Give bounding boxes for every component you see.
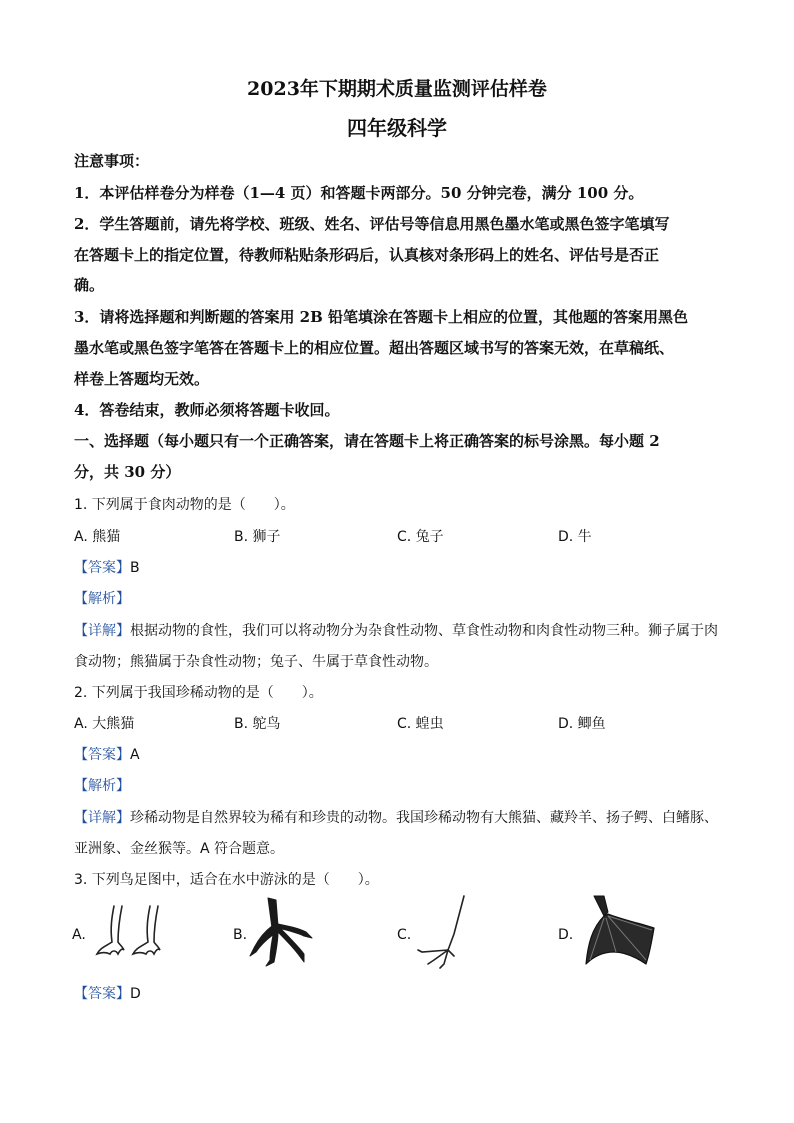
- page-subtitle: 四年级科学: [347, 116, 447, 140]
- page-title: 2023年下期期术质量监测评估样卷: [247, 78, 547, 100]
- option-a: A.: [72, 927, 86, 943]
- analysis-label: 【解析】: [74, 778, 130, 794]
- raptor-talon-icon: [248, 896, 314, 968]
- section-heading: 一、选择题（每小题只有一个正确答案，请在答题卡上将正确答案的标号涂黑。每小题 2: [74, 432, 660, 450]
- detail-line: [74, 620, 734, 640]
- answer-value: B: [130, 560, 140, 576]
- detail-line: [74, 807, 734, 827]
- detail-text-cont: 食动物；熊猫属于杂食性动物；兔子、牛属于草食性动物。: [74, 654, 438, 670]
- option-b: B. 鸵鸟: [234, 716, 281, 732]
- option-b: B. 狮子: [234, 529, 281, 545]
- option-a: A. 熊猫: [74, 529, 121, 545]
- analysis-tag: [74, 588, 734, 608]
- answer-line: [74, 983, 734, 1003]
- detail-tag: 【详解】: [74, 623, 130, 639]
- answer-tag: 【答案】: [74, 560, 130, 576]
- answer-tag: 【答案】: [74, 747, 130, 763]
- question-stem: 3. 下列鸟足图中，适合在水中游泳的是（ ）。: [74, 872, 379, 888]
- option-c: C.: [397, 927, 412, 943]
- option-c: C. 蝗虫: [397, 716, 444, 732]
- option-d: D. 牛: [558, 529, 592, 545]
- wading-bird-feet-icon: [92, 902, 172, 964]
- question-stem: 2. 下列属于我国珍稀动物的是（ ）。: [74, 685, 323, 701]
- detail-tag: 【详解】: [74, 810, 130, 826]
- notice-item: 在答题卡上的指定位置，待教师粘贴条形码后，认真核对条形码上的姓名、评估号是否正: [74, 246, 660, 264]
- notice-item: 样卷上答题均无效。: [74, 370, 210, 388]
- perching-bird-foot-icon: [414, 894, 470, 970]
- option-d: D. 鲫鱼: [558, 716, 606, 732]
- option-d: D.: [558, 927, 574, 943]
- analysis-label: 【解析】: [74, 591, 130, 607]
- section-heading-cont: 分，共 30 分）: [74, 463, 181, 481]
- option-a: A. 大熊猫: [74, 716, 135, 732]
- notice-item: 4．答卷结束，教师必须将答题卡收回。: [74, 401, 340, 419]
- notice-item: 1．本评估样卷分为样卷（1—4 页）和答题卡两部分。50 分钟完卷，满分 100 分。: [74, 184, 644, 202]
- answer-line: [74, 744, 734, 764]
- question-stem: 1. 下列属于食肉动物的是（ ）。: [74, 497, 295, 513]
- notice-item: 3．请将选择题和判断题的答案用 2B 铅笔填涂在答题卡上相应的位置，其他题的答案用黑色: [74, 308, 689, 326]
- answer-tag: 【答案】: [74, 986, 130, 1002]
- detail-text-cont: 亚洲象、金丝猴等。A 符合题意。: [74, 841, 285, 857]
- option-c: C. 兔子: [397, 529, 444, 545]
- analysis-tag: [74, 775, 734, 795]
- answer-value: D: [130, 986, 141, 1002]
- option-b: B.: [233, 927, 248, 943]
- notice-item: 墨水笔或黑色签字笔答在答题卡上的相应位置。超出答题区域书写的答案无效，在草稿纸、: [74, 339, 675, 357]
- notice-item: 2．学生答题前，请先将学校、班级、姓名、评估号等信息用黑色墨水笔或黑色签字笔填写: [74, 215, 670, 233]
- notice-item: 确。: [74, 276, 105, 294]
- webbed-duck-foot-icon: [584, 894, 656, 970]
- answer-line: [74, 557, 734, 577]
- detail-text: 根据动物的食性，我们可以将动物分为杂食性动物、草食性动物和肉食性动物三种。狮子属于肉: [130, 623, 718, 639]
- answer-value: A: [130, 747, 140, 763]
- detail-text: 珍稀动物是自然界较为稀有和珍贵的动物。我国珍稀动物有大熊猫、藏羚羊、扬子鳄、白鳍豚、: [130, 810, 718, 826]
- notice-heading: 注意事项：: [74, 152, 150, 170]
